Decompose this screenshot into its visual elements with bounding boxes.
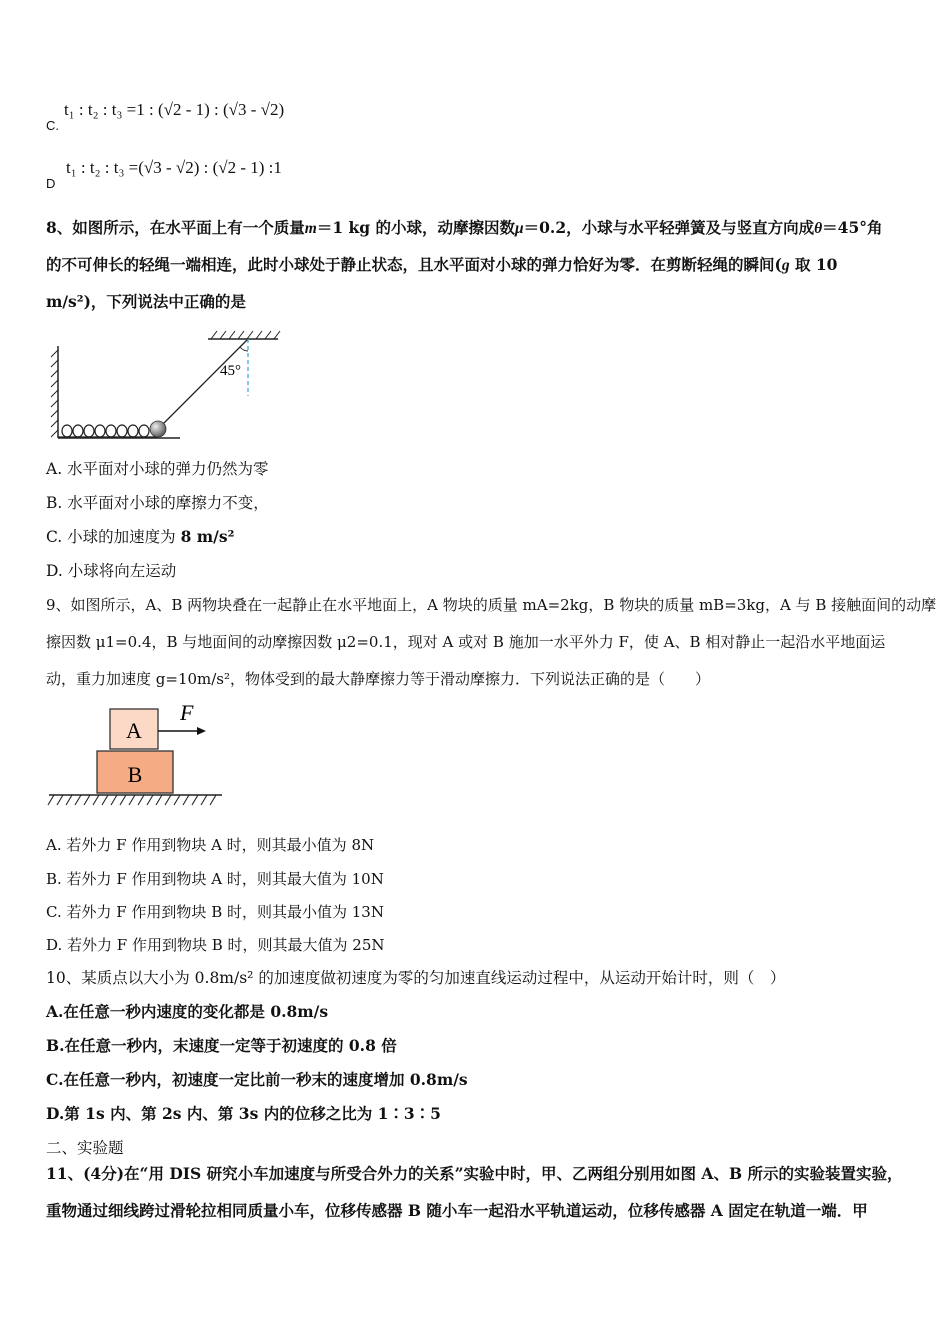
rope <box>158 339 248 429</box>
block-a-label: A <box>126 718 142 743</box>
q10-stem: 10、某质点以大小为 0.8m/s² 的加速度做初速度为零的匀加速直线运动过程中，从运动开始计时，则（ ） <box>46 969 786 987</box>
q9-stem-line-3: 动，重力加速度 g=10m/s²，物体受到的最大静摩擦力等于滑动摩擦力．下列说法正确的是（ ） <box>46 670 711 688</box>
force-label: F <box>180 700 194 725</box>
spring <box>58 425 158 437</box>
q11-line-1: 11、(4分)在“用 DIS 研究小车加速度与所受合外力的关系”实验中时，甲、乙两组分别用如图 A、B 所示的实验装置实验， <box>46 1164 903 1183</box>
q7-option-d-label: D <box>46 176 56 191</box>
q9-stem-line-1: 9、如图所示，A、B 两物块叠在一起静止在水平地面上，A 物块的质量 mA=2kg，B 物块的质量 mB=3kg，A 与 B 接触面间的动摩 <box>46 596 937 614</box>
q9-option-b: B. 若外力 F 作用到物块 A 时，则其最大值为 10N <box>46 870 384 888</box>
q11-line-2: 重物通过细线跨过滑轮拉相同质量小车，位移传感器 B 随小车一起沿水平轨道运动，位移传感器 A 固定在轨道一端．甲 <box>46 1201 868 1220</box>
q9-option-a: A. 若外力 F 作用到物块 A 时，则其最小值为 8N <box>46 836 375 854</box>
q7-option-c-formula: t₁ : t₂ : t₃ =1 : (√2 - 1) : (√3 - √2) <box>64 100 285 119</box>
q10-option-c: C.在任意一秒内，初速度一定比前一秒末的速度增加 0.8m/s <box>46 1070 468 1089</box>
q8-stem-line-2: 的不可伸长的轻绳一端相连，此时小球处于静止状态，且水平面对小球的弹力恰好为零．在剪断轻绳的瞬间(g 取 10 <box>46 255 838 274</box>
ball <box>150 421 166 437</box>
section-title: 二、实验题 <box>46 1139 124 1157</box>
block-b-label: B <box>127 762 143 787</box>
q8-stem-line-3: m/s²)，下列说法中正确的是 <box>46 292 246 311</box>
q8-option-b: B. 水平面对小球的摩擦力不变， <box>46 494 269 512</box>
q8-option-a: A. 水平面对小球的弹力仍然为零 <box>46 460 269 478</box>
q8-option-c: C. 小球的加速度为 8 m/s² <box>46 527 235 546</box>
q10-option-a: A.在任意一秒内速度的变化都是 0.8m/s <box>46 1002 329 1021</box>
angle-label: 45° <box>220 363 241 379</box>
q9-stem-line-2: 擦因数 μ1=0.4，B 与地面间的动摩擦因数 μ2=0.1，现对 A 或对 B 施加一水平外力 F，使 A、B 相对静止一起沿水平地面运 <box>46 633 886 651</box>
q10-option-d: D.第 1s 内、第 2s 内、第 3s 内的位移之比为 1∶3∶5 <box>46 1104 441 1123</box>
q8-figure <box>48 326 288 444</box>
q7-option-c-label: C. <box>46 118 59 133</box>
q9-figure <box>46 700 226 812</box>
q8-option-d: D. 小球将向左运动 <box>46 562 177 580</box>
q10-option-b: B.在任意一秒内，末速度一定等于初速度的 0.8 倍 <box>46 1036 397 1055</box>
q8-stem-line-1: 8、如图所示，在水平面上有一个质量m＝1 kg 的小球，动摩擦因数μ＝0.2，小球与水平轻弹簧及与竖直方向成θ＝45°角 <box>46 218 883 237</box>
q9-option-c: C. 若外力 F 作用到物块 B 时，则其最小值为 13N <box>46 903 384 921</box>
q9-option-d: D. 若外力 F 作用到物块 B 时，则其最大值为 25N <box>46 936 385 954</box>
q7-option-d-formula: t₁ : t₂ : t₃ =(√3 - √2) : (√2 - 1) :1 <box>66 158 282 177</box>
